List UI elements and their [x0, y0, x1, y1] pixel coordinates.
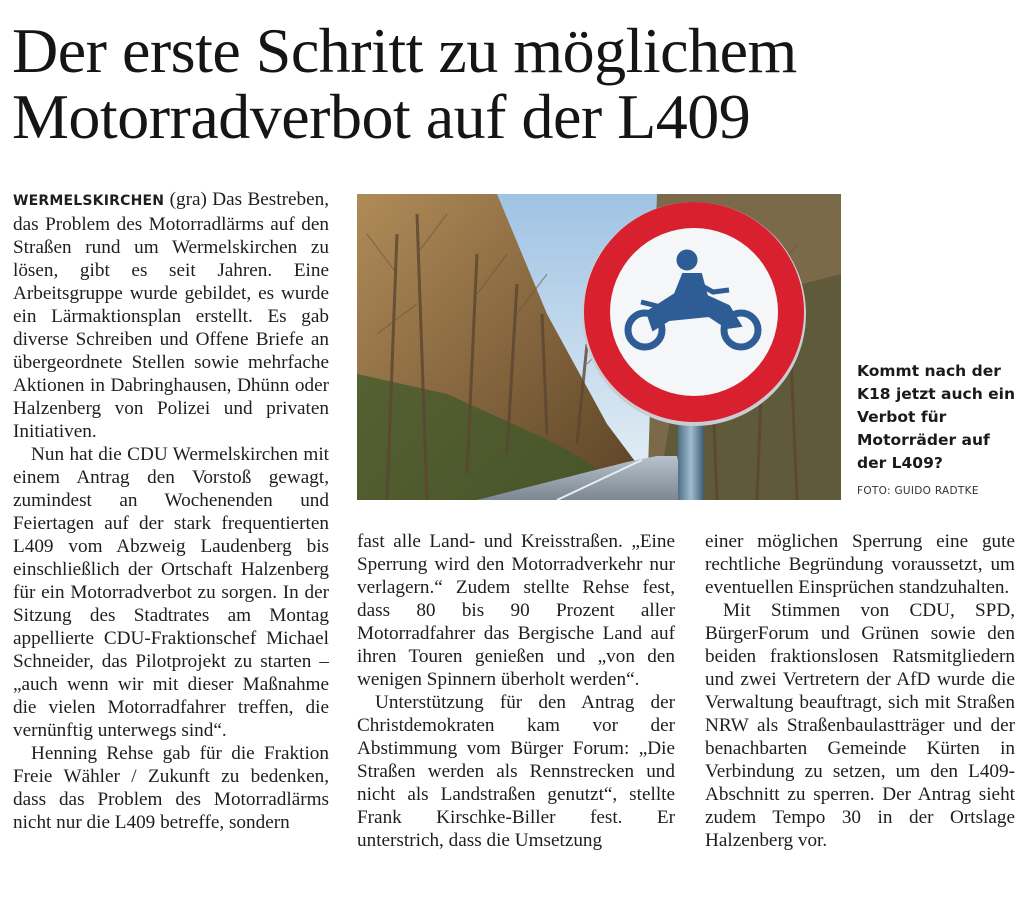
article-paragraph: Mit Stimmen von CDU, SPD, BürgerForum und Grünen sowie den beiden fraktionslosen Ratsmitgliedern und zwei Vertretern der AfD wurde die Verwaltung beauftragt, sich mit Straßen NRW als Straßenbaulastträger und der benachbarten Gemeinde Kürten in Verbindung zu setzen, um den L409-Abschnitt zu sperren. Der Antrag sieht zudem Tempo 30 in der Ortslage Halzenberg vor. — [705, 600, 1015, 851]
paragraph-text: (gra) Das Bestreben, das Problem des Motorradlärms auf den Straßen rund um Wermelskirchen zu lösen, gibt es seit Jahren. Eine Arbeitsgruppe wurde gebildet, es wurde ein Lärmaktionsplan erstellt. Es gab diverse Schreiben und Offene Briefe an übergeordnete Stellen sowie mehrfache Aktionen in Dabringhausen, Dhünn oder Halzenberg von Polizei und privaten Initiativen. — [13, 189, 329, 442]
prohibition-sign-photo — [357, 194, 841, 500]
headline-line-1: Der erste Schritt zu möglichem — [12, 15, 797, 86]
article-paragraph: fast alle Land- und Kreisstraßen. „Eine Sperrung wird den Motorradverkehr nur verlagern.“ Zudem stellte Rehse fest, dass 80 bis 90 Prozent aller Motorradfahrer das Bergische Land auf ihren Touren genießen und „von den wenigen Spinnern überholt werden“. — [357, 531, 675, 690]
headline-line-2: Motorradverbot auf der L409 — [12, 81, 751, 152]
article-column-2 — [357, 530, 675, 852]
article-column-3 — [705, 530, 1015, 852]
article-paragraph: einer möglichen Sperrung eine gute rechtliche Begründung voraussetzt, um eventuellen Einsprüchen standzuhalten. — [705, 531, 1015, 598]
article-paragraph: Nun hat die CDU Wermelskirchen mit einem Antrag den Vorstoß gewagt, zumindest an Wochenenden und Feiertagen auf der stark frequentierten L409 vom Abzweig Laudenberg bis einschließlich der Ortschaft Halzenberg für ein Motorradverbot zu sorgen. In der Sitzung des Stadtrates am Montag appellierte CDU-Fraktionschef Michael Schneider, das Pilotprojekt zu starten – „auch wenn wir mit dieser Maßnahme die vielen Motorradfahrer treffen, die vernünftig unterwegs sind“. — [13, 444, 329, 741]
article-photo — [357, 194, 841, 500]
dateline: WERMELSKIRCHEN — [13, 193, 165, 209]
headline — [12, 15, 1012, 152]
article-column-1 — [13, 188, 329, 834]
article-paragraph: Unterstützung für den Antrag der Christdemokraten kam vor der Abstimmung vom Bürger Forum: „Die Straßen werden als Rennstrecken und nicht als Landstraßen genutzt“, stellte Frank Kirschke-Biller fest. Er unterstrich, dass die Umsetzung — [357, 692, 675, 851]
article-paragraph: Henning Rehse gab für die Fraktion Freie Wähler / Zukunft zu bedenken, dass das Problem des Motorradlärms nicht nur die L409 betreffe, sondern — [13, 743, 329, 833]
article-paragraph — [13, 188, 329, 443]
photo-caption: Kommt nach der K18 jetzt auch ein Verbot für Motorräder auf der L409? — [857, 362, 1016, 472]
photo-credit: FOTO: GUIDO RADTKE — [857, 485, 979, 497]
